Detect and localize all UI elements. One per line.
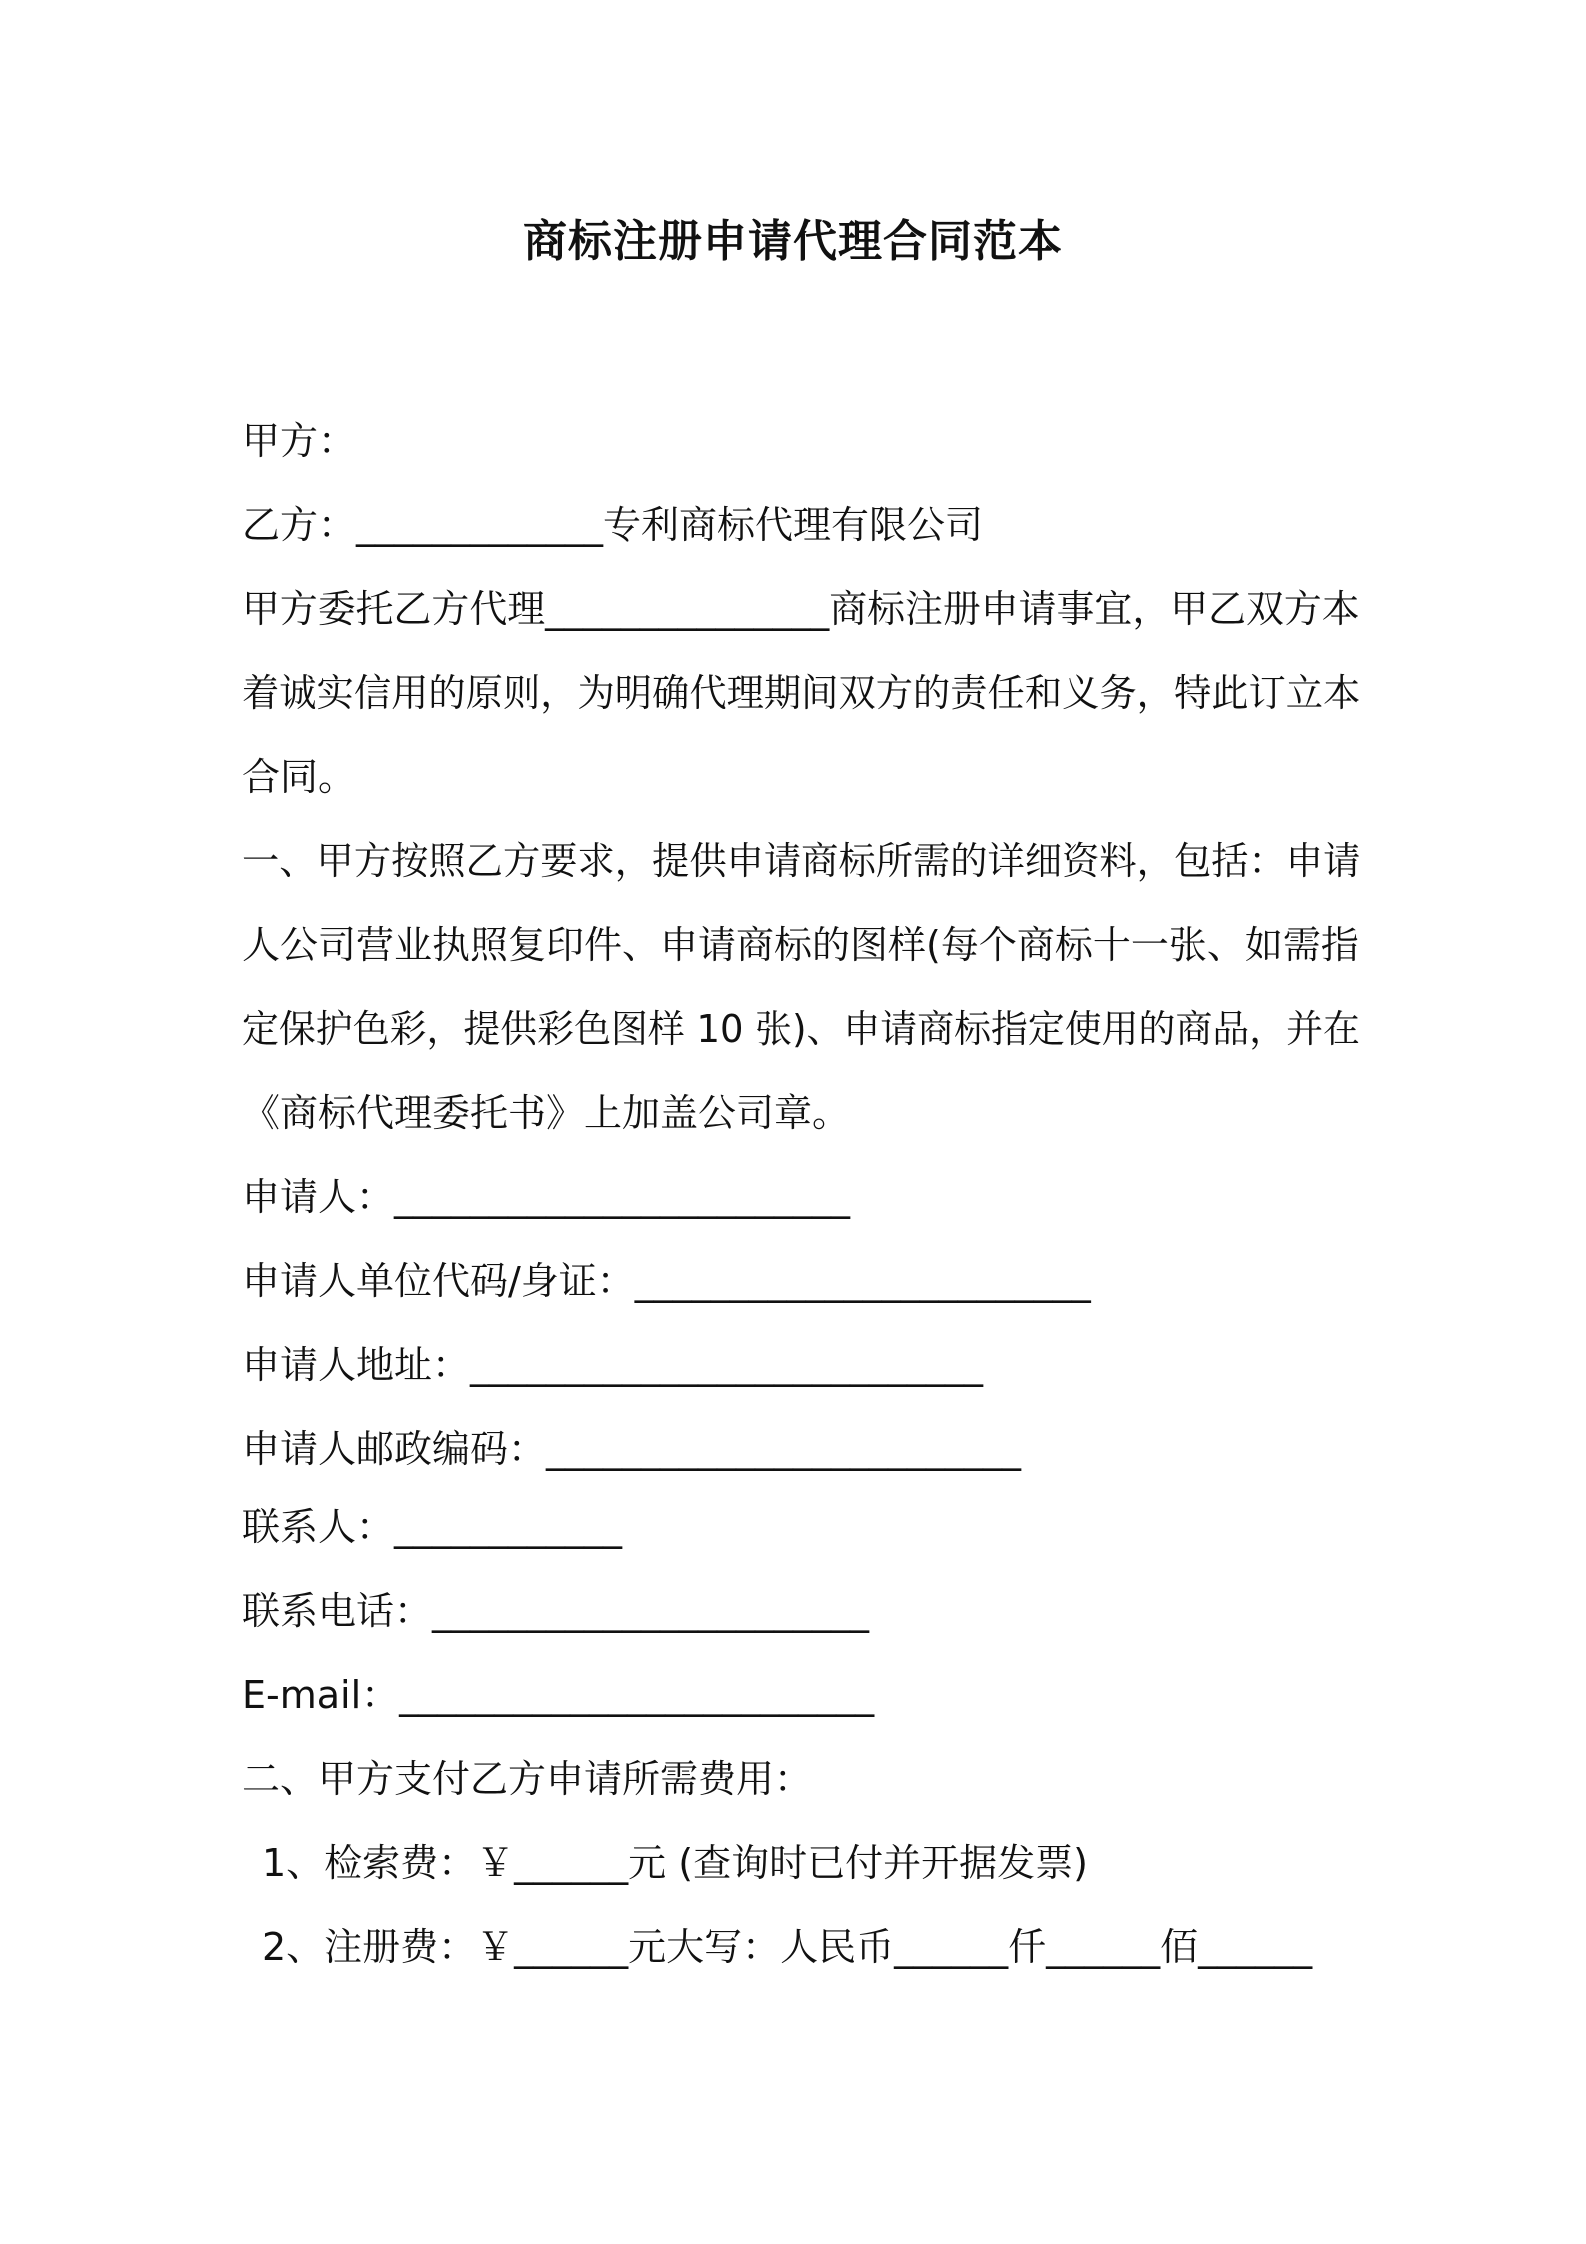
applicant-code-field: 申请人单位代码/身证：________________________ xyxy=(242,1259,1091,1303)
preamble-line-2: 着诚实信用的原则，为明确代理期间双方的责任和义务，特此订立本 xyxy=(242,671,1361,715)
contact-phone-field: 联系电话：_______________________ xyxy=(242,1589,870,1633)
clause-2-heading: 二、甲方支付乙方申请所需费用： xyxy=(242,1757,813,1801)
clause-1-line-4: 《商标代理委托书》上加盖公司章。 xyxy=(242,1091,851,1135)
clause-1-line-2: 人公司营业执照复印件、申请商标的图样(每个商标十一张、如需指 xyxy=(242,923,1359,967)
party-a-line: 甲方： xyxy=(242,419,357,463)
search-fee-line: 1、检索费：￥______元 (查询时已付并开据发票) xyxy=(262,1841,1088,1885)
email-field: E-mail：_________________________ xyxy=(242,1673,875,1717)
document-title: 商标注册申请代理合同范本 xyxy=(523,216,1063,267)
registration-fee-line: 2、注册费：￥______元大写：人民币______仟______佰______ xyxy=(262,1925,1313,1969)
preamble-line-1: 甲方委托乙方代理_______________商标注册申请事宜，甲乙双方本 xyxy=(242,587,1360,631)
applicant-postcode-field: 申请人邮政编码：_________________________ xyxy=(242,1427,1022,1471)
party-b-line: 乙方：_____________专利商标代理有限公司 xyxy=(242,503,984,547)
applicant-field: 申请人：________________________ xyxy=(242,1175,851,1219)
clause-1-line-3: 定保护色彩，提供彩色图样 10 张)、申请商标指定使用的商品，并在 xyxy=(242,1007,1360,1051)
contact-person-field: 联系人：____________ xyxy=(242,1505,623,1549)
applicant-address-field: 申请人地址：___________________________ xyxy=(242,1343,984,1387)
preamble-line-3: 合同。 xyxy=(242,755,357,799)
clause-1-line-1: 一、甲方按照乙方要求，提供申请商标所需的详细资料，包括：申请 xyxy=(242,839,1361,883)
